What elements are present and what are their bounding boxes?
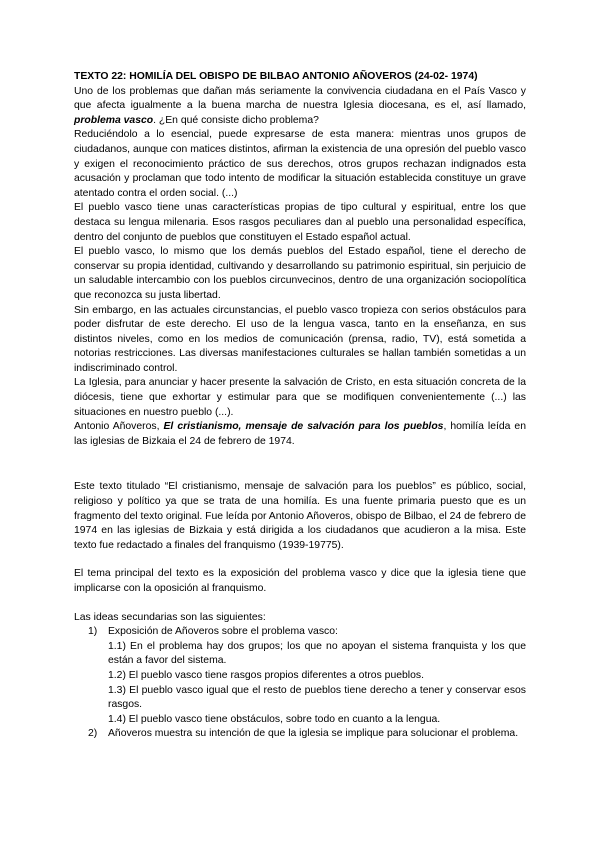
quote-p1-before: Uno de los problemas que dañan más seriamente la convivencia ciudadana en el País Vasco y que afecta igualmente a la buena marcha de nuestra Iglesia diocesana, es el, así llamado, — [74, 85, 526, 112]
quote-paragraph-1 — [74, 85, 526, 129]
commentary-main-theme: El tema principal del texto es la exposición del problema vasco y dice que la iglesia tiene que implicarse con la oposición al franquismo. — [74, 568, 526, 594]
quote-paragraph-2: Reduciéndolo a lo esencial, puede expresarse de esta manera: mientras unos grupos de ciudadanos, aunque con matices distintos, afirman la existencia de una opresión del pueblo vasco y exigen el reconocimiento práctico de sus derechos, otros grupos rechazan indignados esta acusación y proclaman que todo intento de modificar la situación establecida constituye un grave atentado contra el orden social. (...) — [74, 129, 526, 199]
sub-list-item: 1.1) En el problema hay dos grupos; los que no apoyan el sistema franquista y los que están a favor del sistema. — [108, 640, 526, 667]
document-title: TEXTO 22: HOMILÍA DEL OBISPO DE BILBAO ANTONIO AÑOVEROS (24-02- 1974) — [74, 71, 478, 82]
secondary-ideas-list — [74, 625, 526, 742]
quote-paragraph-3: El pueblo vasco tiene unas características propias de tipo cultural y espiritual, entre los que destaca su lengua milenaria. Esos rasgos peculiares dan al pueblo una personalidad específica, dentro del conjunto de pueblos que constituyen el Estado español actual. — [74, 202, 526, 243]
quote-p1-emphasis: problema vasco — [74, 114, 154, 126]
quote-paragraph-4: El pueblo vasco, lo mismo que los demás pueblos del Estado español, tiene el derecho de conservar su propia identidad, cultivando y desarrollando su patrimonio espiritual, sin perjuicio de un saludable intercambio con los pueblos circunvecinos, dentro de una organización sociopolítica que reconozca su justa libertad. — [74, 246, 526, 301]
quote-paragraph-5: Sin embargo, en las actuales circunstancias, el pueblo vasco tropieza con serios obstáculos para poder disfrutar de este derecho. El uso de la lengua vasca, tanto en la enseñanza, en sus distintos niveles, como en los medios de comunicación (prensa, radio, TV), está sometida a notorias restricciones. Las diversas manifestaciones culturales se hallan también sometidas a un indiscriminado control. — [74, 304, 526, 374]
commentary-classification: Este texto titulado “El cristianismo, mensaje de salvación para los pueblos” es público, social, religioso y político ya que se trata de una homilía. Es una fuente primaria puesto que es un fragmento del texto original. Fue leída por Antonio Añoveros, obispo de Bilbao, el 24 de febrero de 1974 en las iglesias de Bizkaia y está dirigida a los ciudadanos que acudieron a la misa. Este texto fue redactado a finales del franquismo (1939-19775). — [74, 481, 526, 551]
list-item-text: Añoveros muestra su intención de que la iglesia se implique para solucionar el problema. — [108, 728, 519, 740]
list-item — [74, 727, 526, 742]
list-item-number: 1) — [88, 626, 98, 638]
list-item — [74, 625, 526, 640]
citation-after: , homilía leída en las iglesias de Bizkaia el 24 de febrero de 1974. — [74, 421, 526, 447]
sub-list-item: 1.4) El pueblo vasco tiene obstáculos, sobre todo en cuanto a la lengua. — [108, 713, 441, 725]
quote-p1-after: . ¿En qué consiste dicho problema? — [153, 114, 319, 126]
list-item-text: Exposición de Añoveros sobre el problema vasco: — [108, 626, 338, 638]
sub-list-item: 1.2) El pueblo vasco tiene rasgos propios diferentes a otros pueblos. — [108, 669, 424, 681]
citation-work-title: El cristianismo, mensaje de salvación para los pueblos — [163, 421, 444, 433]
source-citation — [74, 420, 526, 449]
commentary-secondary-intro: Las ideas secundarias son las siguientes: — [74, 611, 266, 623]
list-item-number: 2) — [88, 728, 98, 740]
citation-before: Antonio Añoveros, — [74, 421, 164, 433]
sub-list-item: 1.3) El pueblo vasco igual que el resto de pueblos tiene derecho a tener y conservar esos rasgos. — [108, 684, 526, 711]
quote-paragraph-6: La Iglesia, para anunciar y hacer presente la salvación de Cristo, en esta situación concreta de la diócesis, tiene que exhortar y estimular para que se modifiquen convenientemente (...) las situaciones en nuestro pueblo (...). — [74, 377, 526, 418]
